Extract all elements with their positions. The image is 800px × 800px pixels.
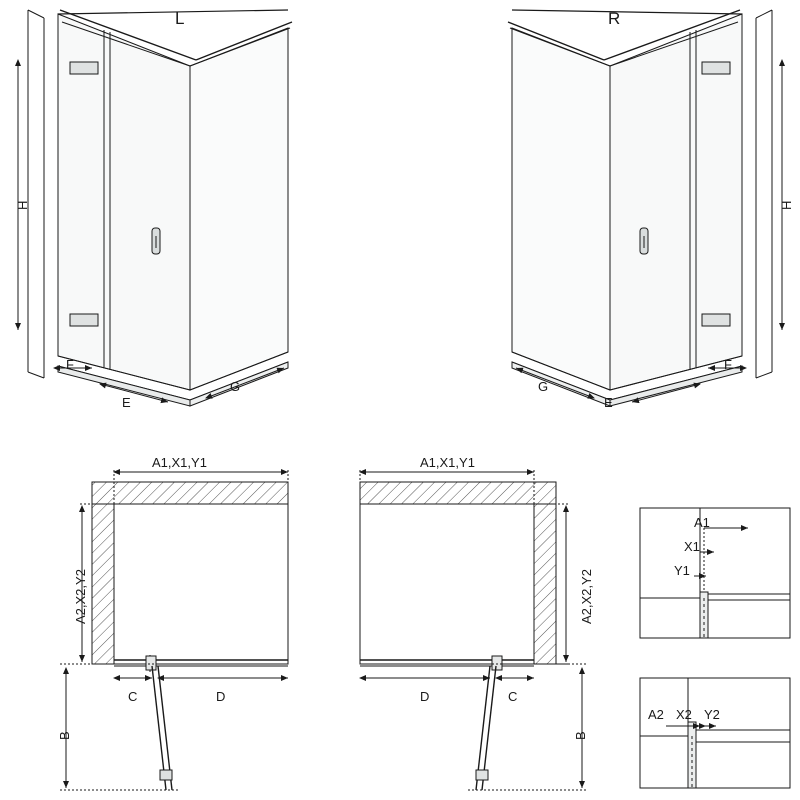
iso-right-height-label: H bbox=[779, 200, 794, 210]
plan-right-d-label: D bbox=[420, 689, 430, 704]
detail-bottom bbox=[640, 678, 790, 788]
plan-right-b-label: B bbox=[573, 731, 588, 740]
iso-right-e-label: E bbox=[604, 395, 613, 410]
plan-left-b-label: B bbox=[57, 731, 72, 740]
plan-left-side-dim-label: A2,X2,Y2 bbox=[73, 569, 88, 624]
plan-right-c-label: C bbox=[508, 689, 518, 704]
iso-right-g-label: G bbox=[538, 379, 549, 394]
iso-left-e-label: E bbox=[122, 395, 131, 410]
plan-left-c-label: C bbox=[128, 689, 138, 704]
detail-bottom-a2-label: A2 bbox=[648, 707, 664, 722]
iso-view-left bbox=[15, 10, 292, 406]
detail-top-x1-label: X1 bbox=[684, 539, 700, 554]
iso-right-f-label: F bbox=[724, 357, 732, 372]
detail-top bbox=[640, 508, 790, 638]
iso-left-height-label: H bbox=[15, 200, 30, 210]
iso-left-title: L bbox=[175, 9, 185, 28]
iso-right-title: R bbox=[608, 9, 621, 28]
detail-top-a1-label: A1 bbox=[694, 515, 710, 530]
iso-view-right bbox=[508, 10, 782, 406]
plan-right-top-dim-label: A1,X1,Y1 bbox=[420, 455, 475, 470]
detail-top-y1-label: Y1 bbox=[674, 563, 690, 578]
plan-view-left bbox=[57, 470, 288, 790]
detail-bottom-y2-label: Y2 bbox=[704, 707, 720, 722]
iso-left-f-label: F bbox=[66, 357, 74, 372]
plan-view-right bbox=[360, 470, 588, 790]
plan-left-d-label: D bbox=[216, 689, 226, 704]
detail-bottom-x2-label: X2 bbox=[676, 707, 692, 722]
plan-left-top-dim-label: A1,X1,Y1 bbox=[152, 455, 207, 470]
iso-left-g-label: G bbox=[230, 379, 241, 394]
plan-right-side-dim-label: A2,X2,Y2 bbox=[579, 569, 594, 624]
